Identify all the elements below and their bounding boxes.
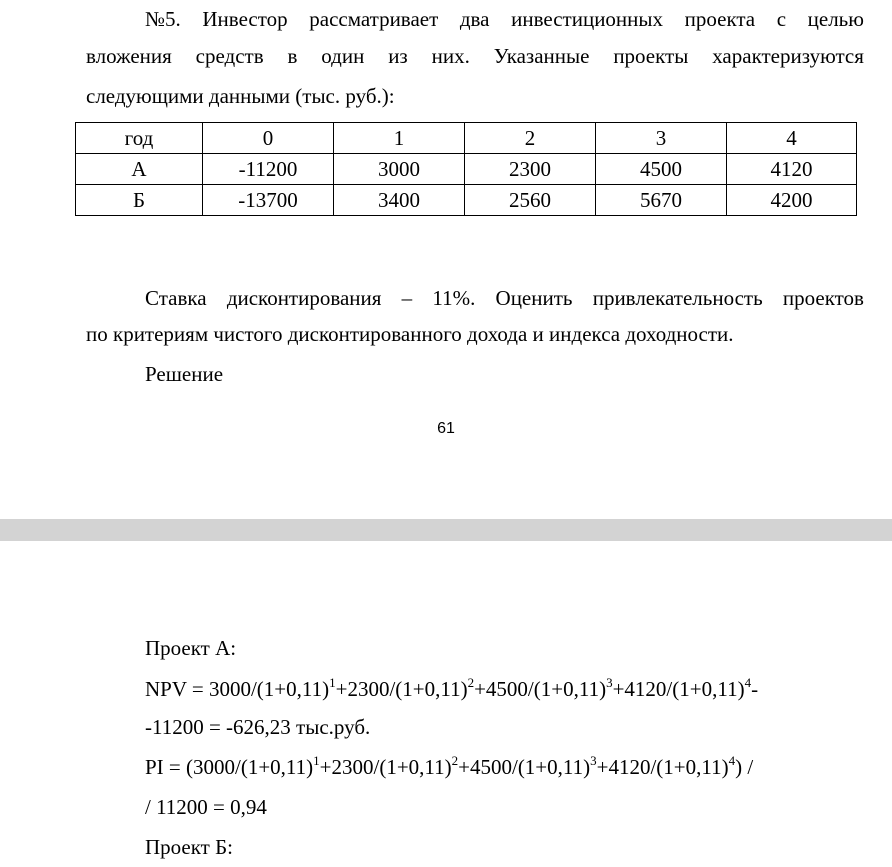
table-cell: 3000 — [334, 154, 465, 185]
npv-formula-line-2: -11200 = -626,23 тыс.руб. — [145, 715, 371, 739]
word: целью — [807, 7, 864, 31]
problem-text-line-3: следующими данными (тыс. руб.): — [86, 84, 395, 108]
npv-formula-line-1 — [145, 677, 758, 701]
table-cell: 2560 — [465, 185, 596, 216]
exponent: 3 — [606, 675, 613, 690]
exponent: 4 — [728, 753, 736, 768]
table-header-row — [76, 123, 857, 154]
table-row — [76, 154, 857, 185]
word: привлекательность — [592, 286, 763, 310]
exponent: 1 — [329, 675, 336, 690]
formula-text: +4120/(1+0,11) — [612, 677, 745, 701]
word: Инвестор — [202, 7, 288, 31]
problem-text-line-1 — [145, 7, 864, 31]
word: проекты — [613, 44, 689, 68]
word: Ставка — [145, 286, 207, 310]
exponent: 2 — [467, 675, 475, 690]
word: проектов — [782, 286, 864, 310]
table-cell: 4 — [727, 123, 857, 154]
word: Оценить — [495, 286, 573, 310]
exponent: 1 — [313, 753, 320, 768]
cash-flow-table — [75, 122, 857, 216]
solution-heading: Решение — [145, 362, 224, 386]
word: №5. — [145, 7, 181, 31]
table-cell: 0 — [203, 123, 334, 154]
table-cell: 1 — [334, 123, 465, 154]
table-cell: 4120 — [727, 154, 857, 185]
table-cell: 4200 — [727, 185, 857, 216]
word: 11%. — [432, 286, 476, 310]
formula-text: PI = (3000/(1+0,11) — [145, 755, 314, 779]
formula-text: - — [751, 677, 759, 701]
pi-formula-line-1 — [145, 755, 753, 779]
project-b-heading: Проект Б: — [145, 835, 233, 859]
page-separator — [0, 519, 892, 541]
table-cell: -13700 — [203, 185, 334, 216]
table-cell: Б — [76, 185, 203, 216]
pi-formula-line-2: / 11200 = 0,94 — [145, 795, 267, 819]
table-cell: 2 — [465, 123, 596, 154]
table-cell: А — [76, 154, 203, 185]
formula-text: +4500/(1+0,11) — [474, 677, 607, 701]
table-cell: 3400 — [334, 185, 465, 216]
document-page-2 — [0, 541, 892, 867]
table-cell: 5670 — [596, 185, 727, 216]
table-cell: -11200 — [203, 154, 334, 185]
problem-text-line-2 — [86, 44, 864, 68]
formula-text: +2300/(1+0,11) — [319, 755, 452, 779]
word: рассматривает — [309, 7, 439, 31]
word: средств — [195, 44, 264, 68]
task-text-line-2: по критериям чистого дисконтированного дохода и индекса доходности. — [86, 322, 734, 346]
word: характеризуются — [712, 44, 864, 68]
word: них. — [431, 44, 470, 68]
table-cell: 2300 — [465, 154, 596, 185]
formula-text: +2300/(1+0,11) — [335, 677, 468, 701]
word: один — [321, 44, 365, 68]
word: инвестиционных — [511, 7, 664, 31]
table-cell: 4500 — [596, 154, 727, 185]
exponent: 2 — [451, 753, 459, 768]
table-row — [76, 185, 857, 216]
word: вложения — [86, 44, 172, 68]
project-a-heading: Проект А: — [145, 636, 237, 660]
page-number: 61 — [437, 420, 455, 437]
formula-text: ) / — [735, 755, 754, 779]
word: с — [776, 7, 787, 31]
word: в — [287, 44, 298, 68]
exponent: 4 — [744, 675, 752, 690]
table-cell: 3 — [596, 123, 727, 154]
exponent: 3 — [590, 753, 597, 768]
formula-text: +4500/(1+0,11) — [458, 755, 591, 779]
task-text-line-1 — [145, 286, 864, 310]
word: – — [401, 286, 413, 310]
word: дисконтирования — [226, 286, 382, 310]
word: два — [459, 7, 490, 31]
table-cell: год — [76, 123, 203, 154]
formula-text: NPV = 3000/(1+0,11) — [145, 677, 330, 701]
formula-text: +4120/(1+0,11) — [596, 755, 729, 779]
word: из — [388, 44, 408, 68]
word: Указанные — [493, 44, 590, 68]
word: проекта — [684, 7, 756, 31]
